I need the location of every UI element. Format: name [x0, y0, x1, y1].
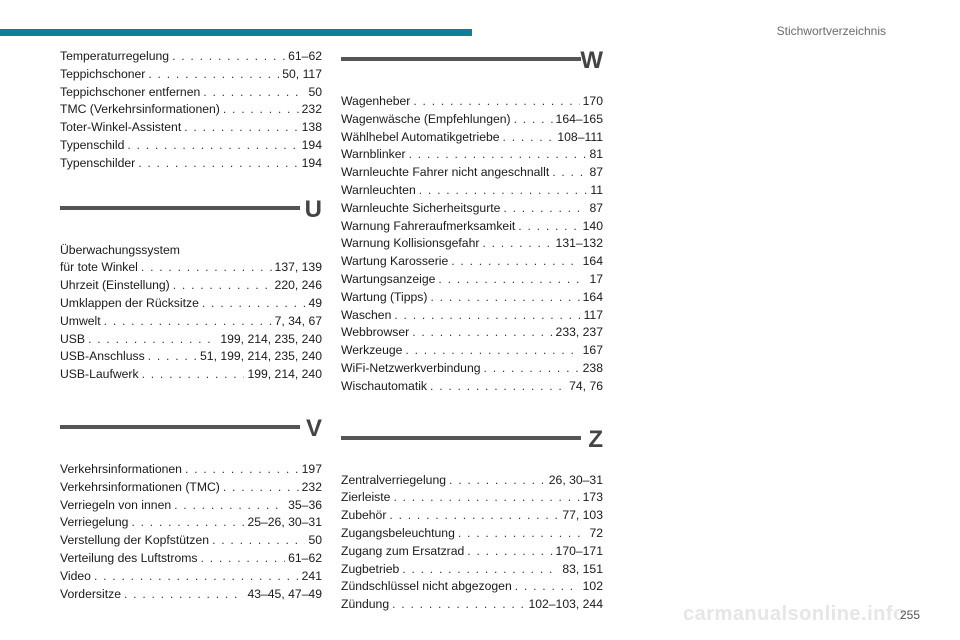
dot-leader: [184, 119, 298, 137]
index-column-left: [60, 48, 322, 603]
entry-pages: 164: [582, 254, 603, 269]
index-entry[interactable]: [341, 93, 603, 111]
index-entry[interactable]: [60, 295, 322, 313]
index-entry[interactable]: [60, 277, 322, 295]
entry-pages: 108–111: [557, 129, 603, 144]
entry-pages: 137, 139: [274, 260, 322, 275]
entry-pages: 194: [301, 137, 322, 152]
watermark-text: carmanualsonline.info: [683, 603, 906, 625]
dot-leader: [127, 137, 298, 155]
entry-pages: 199, 214, 240: [247, 367, 322, 382]
dot-leader: [223, 479, 299, 497]
section-u: [60, 195, 322, 384]
index-entry[interactable]: [60, 155, 322, 173]
index-entry[interactable]: [60, 568, 322, 586]
entry-pages: 49: [308, 295, 322, 310]
dot-leader: [518, 218, 579, 236]
index-entry[interactable]: [341, 146, 603, 164]
entry-term: Vordersitze: [60, 586, 121, 601]
dot-leader: [503, 200, 586, 218]
dot-leader: [484, 360, 580, 378]
index-entry[interactable]: [341, 253, 603, 271]
entry-term: Verriegelung: [60, 515, 129, 530]
index-entry[interactable]: [341, 561, 603, 579]
entry-term: TMC (Verkehrsinformationen): [60, 102, 220, 117]
entry-pages: 194: [301, 155, 322, 170]
entry-term: Verkehrsinformationen (TMC): [60, 479, 220, 494]
entry-term: Überwachungssystem: [60, 242, 180, 257]
section-t: [60, 48, 322, 173]
letter-heading-u: [60, 195, 322, 234]
index-entry[interactable]: [60, 101, 322, 119]
entry-term: Wagenheber: [341, 94, 411, 108]
index-entry[interactable]: [341, 129, 603, 147]
entry-term: Verkehrsinformationen: [60, 461, 182, 476]
dot-leader: [142, 366, 245, 384]
entry-term: USB: [60, 331, 86, 346]
entry-term: für tote Winkel: [60, 260, 138, 275]
entry-pages: 50: [308, 533, 322, 548]
index-entry[interactable]: [341, 289, 603, 307]
entry-term: Video: [60, 568, 91, 583]
index-column-right: [341, 47, 603, 614]
entry-term: Typenschild: [60, 137, 125, 152]
dot-leader: [467, 543, 552, 561]
entry-term: Wartung Karosserie: [341, 254, 449, 269]
entry-pages: 173: [582, 490, 603, 505]
entry-term: USB-Laufwerk: [60, 367, 139, 382]
dot-leader: [419, 182, 588, 200]
index-entry[interactable]: [60, 66, 322, 84]
dot-leader: [94, 568, 299, 586]
entry-term: Zugbetrieb: [341, 561, 400, 576]
entry-pages: 220, 246: [274, 278, 322, 293]
entry-pages: 140: [582, 218, 603, 233]
section-z: [341, 425, 603, 614]
entry-pages: 117: [583, 307, 603, 322]
index-entry[interactable]: [341, 182, 603, 200]
entry-pages: 167: [582, 343, 603, 358]
entry-pages: 87: [589, 200, 603, 215]
entry-term: Zugangsbeleuchtung: [341, 525, 455, 540]
section-letter: V: [305, 414, 322, 442]
index-entry[interactable]: [60, 366, 322, 384]
index-entry[interactable]: [341, 271, 603, 289]
entry-term: Umklappen der Rücksitze: [60, 295, 199, 310]
entry-pages: 241: [301, 568, 322, 583]
index-entry[interactable]: [60, 84, 322, 102]
entry-pages: 51, 199, 214, 235, 240: [200, 349, 322, 364]
entry-list: [60, 48, 322, 173]
dot-leader: [124, 586, 244, 604]
dot-leader: [409, 146, 587, 164]
letter-heading-w: [341, 47, 603, 85]
index-entry[interactable]: [341, 164, 603, 182]
entry-pages: 50: [308, 84, 322, 99]
entry-list: [60, 461, 322, 603]
entry-pages: 164: [582, 289, 603, 304]
dot-leader: [131, 514, 244, 532]
index-entry[interactable]: [60, 119, 322, 137]
entry-term: Zubehör: [341, 508, 387, 523]
dot-leader: [552, 164, 586, 182]
entry-pages: 131–132: [555, 236, 603, 251]
dot-leader: [394, 307, 580, 325]
running-title: Stichwortverzeichnis: [776, 24, 886, 38]
index-entry[interactable]: [60, 461, 322, 479]
entry-pages: 26, 30–31: [548, 472, 603, 487]
index-entry[interactable]: [341, 235, 603, 253]
entry-term: Zentralverriegelung: [341, 472, 447, 487]
entry-pages: 232: [301, 479, 322, 494]
index-entry[interactable]: [60, 532, 322, 550]
entry-pages: 164–165: [555, 111, 603, 126]
dot-leader: [223, 101, 299, 119]
dot-leader: [185, 461, 299, 479]
entry-pages: 25–26, 30–31: [247, 515, 322, 530]
index-entry[interactable]: [341, 218, 603, 236]
entry-pages: 17: [589, 271, 603, 286]
section-v: [60, 414, 322, 603]
entry-term: Waschen: [341, 307, 392, 322]
dot-leader: [413, 93, 579, 111]
entry-term: Warnung Fahreraufmerksamkeit: [341, 218, 516, 233]
entry-list: [60, 259, 322, 384]
entry-term: Verriegeln von innen: [60, 497, 172, 512]
index-entry[interactable]: [341, 472, 603, 490]
index-entry[interactable]: [341, 200, 603, 218]
section-letter: W: [580, 47, 603, 74]
dot-leader: [203, 84, 305, 102]
index-entry[interactable]: [341, 543, 603, 561]
entry-pages: 50, 117: [282, 66, 322, 81]
section-letter: Z: [588, 425, 603, 453]
dot-leader: [514, 111, 553, 129]
section-rule: [341, 436, 581, 440]
entry-pages: 233, 237: [555, 325, 603, 340]
entry-term: Zündung: [341, 597, 390, 612]
dot-leader: [172, 48, 285, 66]
entry-pages: 72: [589, 525, 603, 540]
dot-leader: [515, 578, 580, 596]
index-entry[interactable]: [341, 111, 603, 129]
index-entry[interactable]: [60, 137, 322, 155]
dot-leader: [173, 277, 272, 295]
index-entry[interactable]: [60, 479, 322, 497]
entry-term: Uhrzeit (Einstellung): [60, 278, 170, 293]
index-entry[interactable]: [341, 596, 603, 614]
index-entry[interactable]: [60, 331, 322, 349]
dot-leader: [458, 525, 587, 543]
dot-leader: [503, 129, 555, 147]
letter-heading-z: [341, 425, 603, 464]
entry-pages: 61–62: [288, 550, 322, 565]
header-accent-bar: [0, 29, 472, 36]
entry-term: USB-Anschluss: [60, 349, 145, 364]
index-entry[interactable]: [341, 489, 603, 507]
entry-pages: 87: [589, 165, 603, 180]
index-entry[interactable]: [60, 242, 322, 260]
entry-pages: 199, 214, 235, 240: [220, 331, 322, 346]
dot-leader: [405, 342, 579, 360]
index-entry[interactable]: [341, 307, 603, 325]
dot-leader: [389, 507, 559, 525]
index-entry[interactable]: [60, 514, 322, 532]
dot-leader: [430, 289, 579, 307]
dot-leader: [430, 378, 566, 396]
entry-pages: 197: [301, 461, 322, 476]
entry-term: Warnleuchte Sicherheitsgurte: [341, 200, 501, 215]
index-entry[interactable]: [60, 259, 322, 277]
dot-leader: [202, 295, 306, 313]
entry-term: Wagenwäsche (Empfehlungen): [341, 111, 511, 126]
index-entry[interactable]: [60, 550, 322, 568]
dot-leader: [392, 596, 525, 614]
index-entry[interactable]: [341, 378, 603, 396]
entry-term: Verstellung der Kopfstützen: [60, 533, 210, 548]
entry-term: Webbrowser: [341, 325, 410, 340]
dot-leader: [449, 472, 546, 490]
entry-pages: 83, 151: [562, 561, 603, 576]
index-entry[interactable]: [341, 578, 603, 596]
dot-leader: [451, 253, 579, 271]
dot-leader: [482, 235, 552, 253]
index-entry[interactable]: [341, 507, 603, 525]
entry-term: Temperaturregelung: [60, 49, 170, 63]
entry-pages: 170–171: [555, 543, 603, 558]
entry-term: Zündschlüssel nicht abgezogen: [341, 579, 512, 594]
entry-term: Warnleuchte Fahrer nicht angeschnallt: [341, 165, 550, 180]
entry-pages: 102: [582, 579, 603, 594]
index-entry[interactable]: [60, 586, 322, 604]
dot-leader: [212, 532, 305, 550]
index-entry[interactable]: [60, 348, 322, 366]
entry-pages: 170: [582, 94, 603, 108]
page-number: 255: [899, 608, 920, 622]
index-entry[interactable]: [341, 324, 603, 342]
entry-pages: 74, 76: [569, 378, 603, 393]
entry-term: Zugang zum Ersatzrad: [341, 543, 465, 558]
entry-pages: 81: [589, 147, 603, 162]
dot-leader: [88, 331, 217, 349]
entry-term: Wartung (Tipps): [341, 289, 428, 304]
entry-term: Wartungsanzeige: [341, 271, 436, 286]
entry-list: [341, 472, 603, 614]
entry-term: Werkzeuge: [341, 343, 403, 358]
index-entry[interactable]: [60, 497, 322, 515]
dot-leader: [201, 550, 286, 568]
dot-leader: [141, 259, 272, 277]
dot-leader: [138, 155, 298, 173]
entry-term: Wischautomatik: [341, 378, 428, 393]
entry-term: Umwelt: [60, 313, 101, 328]
dot-leader: [148, 66, 279, 84]
entry-pages: 232: [301, 102, 322, 117]
section-letter: U: [304, 195, 322, 223]
entry-term: Warnblinker: [341, 147, 406, 162]
entry-pages: 138: [301, 120, 322, 135]
section-rule: [60, 425, 300, 429]
entry-pages: 77, 103: [562, 508, 603, 523]
entry-term: Teppichschoner: [60, 66, 146, 81]
dot-leader: [148, 348, 197, 366]
dot-leader: [438, 271, 586, 289]
entry-list: [341, 93, 603, 396]
entry-term: Typenschilder: [60, 155, 136, 170]
entry-pages: 35–36: [288, 497, 322, 512]
entry-pages: 102–103, 244: [528, 597, 603, 612]
entry-pages: 61–62: [288, 49, 322, 63]
entry-pages: 7, 34, 67: [274, 313, 322, 328]
dot-leader: [412, 324, 552, 342]
entry-term: Warnung Kollisionsgefahr: [341, 236, 480, 251]
section-rule: [60, 206, 300, 210]
entry-pages: 11: [590, 182, 603, 197]
section-rule: [341, 57, 581, 61]
entry-term: Zierleiste: [341, 490, 391, 505]
index-entry[interactable]: [60, 313, 322, 331]
entry-term: Teppichschoner entfernen: [60, 84, 201, 99]
dot-leader: [402, 561, 559, 579]
entry-term: Toter-Winkel-Assistent: [60, 120, 182, 135]
entry-term: WiFi-Netzwerkverbindung: [341, 360, 481, 375]
entry-term: Wählhebel Automatikgetriebe: [341, 129, 500, 144]
index-entry[interactable]: [341, 360, 603, 378]
index-entry[interactable]: [60, 48, 322, 66]
index-entry[interactable]: [341, 342, 603, 360]
entry-term: Warnleuchten: [341, 182, 416, 197]
entry-term: Verteilung des Luftstroms: [60, 550, 198, 565]
dot-leader: [174, 497, 285, 515]
entry-pages: 238: [582, 360, 603, 375]
index-entry[interactable]: [341, 525, 603, 543]
section-w: [341, 47, 603, 396]
letter-heading-v: [60, 414, 322, 453]
dot-leader: [104, 313, 272, 331]
entry-pages: 43–45, 47–49: [247, 586, 322, 601]
dot-leader: [393, 489, 579, 507]
